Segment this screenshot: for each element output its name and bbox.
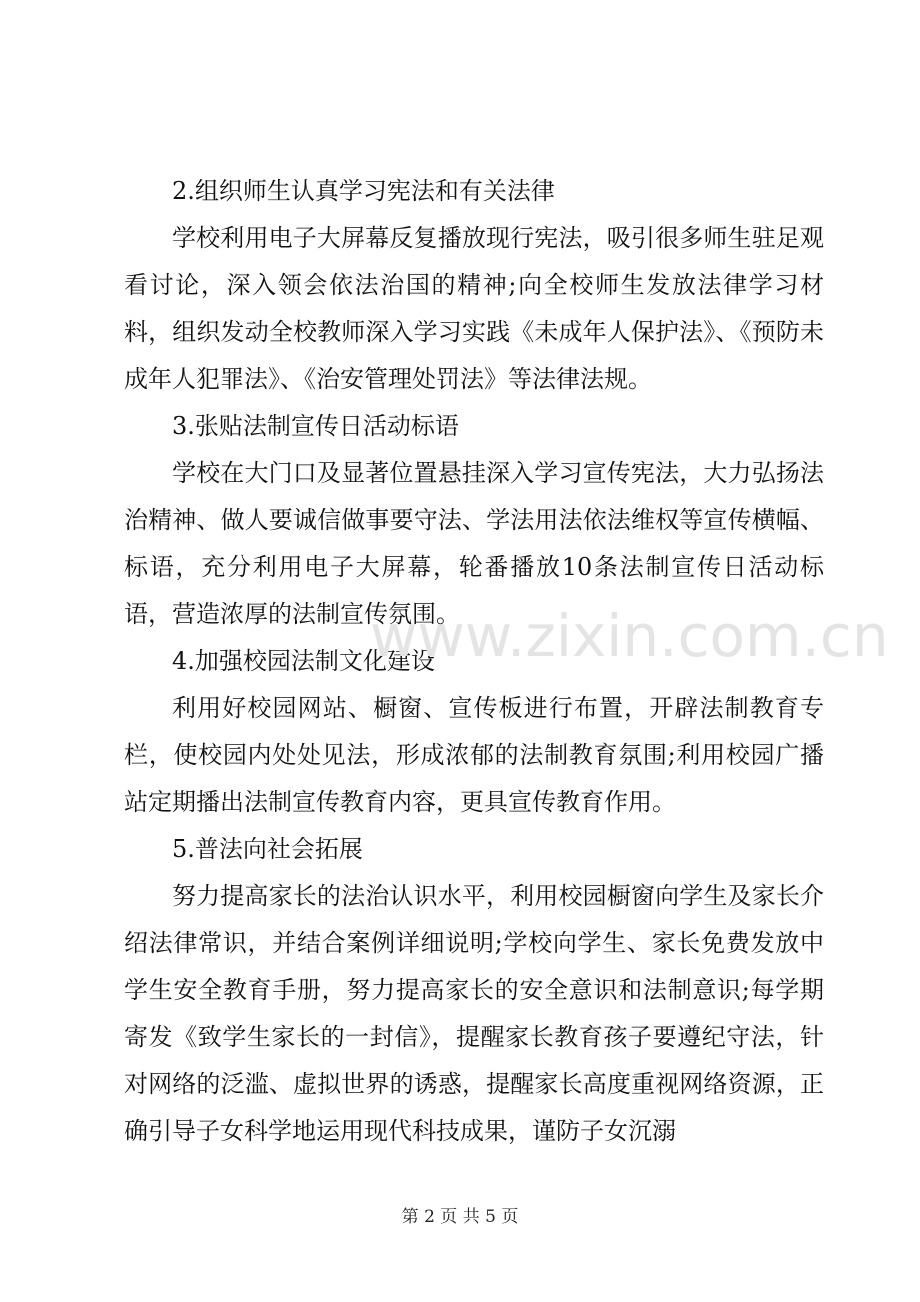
section-heading: 2.组织师生认真学习宪法和有关法律 [172, 177, 555, 205]
page-number-footer: 第 2 页 共 5 页 [401, 1207, 519, 1227]
section-heading: 5.普法向社会拓展 [172, 835, 363, 863]
section-paragraph: 学校利用电子大屏幕反复播放现行宪法，吸引很多师生驻足观看讨论，深入领会依法治国的精神;向全校师生发放法律学习材料，组织发动全校教师深入学习实践《未成年人保护法》、《预防未成年人犯罪法》、《治安管理处罚法》等法律法规。 [124, 224, 824, 393]
section-heading: 3.张贴法制宣传日活动标语 [172, 412, 459, 440]
section-paragraph: 努力提高家长的法治认识水平，利用校园橱窗向学生及家长介绍法律常识，并结合案例详细说明;学校向学生、家长免费发放中学生安全教育手册，努力提高家长的安全意识和法制意识;每学期寄发《致学生家长的一封信》，提醒家长教育孩子要遵纪守法，针对网络的泛滥、虚拟世界的诱惑，提醒家长高度重视网络资源，正确引导子女科学地运用现代科技成果，谨防子女沉溺 [124, 882, 824, 1145]
document-body [124, 168, 824, 1155]
section-paragraph: 学校在大门口及显著位置悬挂深入学习宣传宪法，大力弘扬法治精神、做人要诚信做事要守法、学法用法依法维权等宣传横幅、标语，充分利用电子大屏幕，轮番播放10条法制宣传日活动标语，营造浓厚的法制宣传氛围。 [124, 459, 824, 628]
section-paragraph: 利用好校园网站、橱窗、宣传板进行布置，开辟法制教育专栏，使校园内处处见法，形成浓郁的法制教育氛围;利用校园广播站定期播出法制宣传教育内容，更具宣传教育作用。 [124, 694, 824, 816]
section-heading: 4.加强校园法制文化建设 [172, 647, 435, 675]
watermark: www.zixin.com.cn [370, 602, 889, 670]
